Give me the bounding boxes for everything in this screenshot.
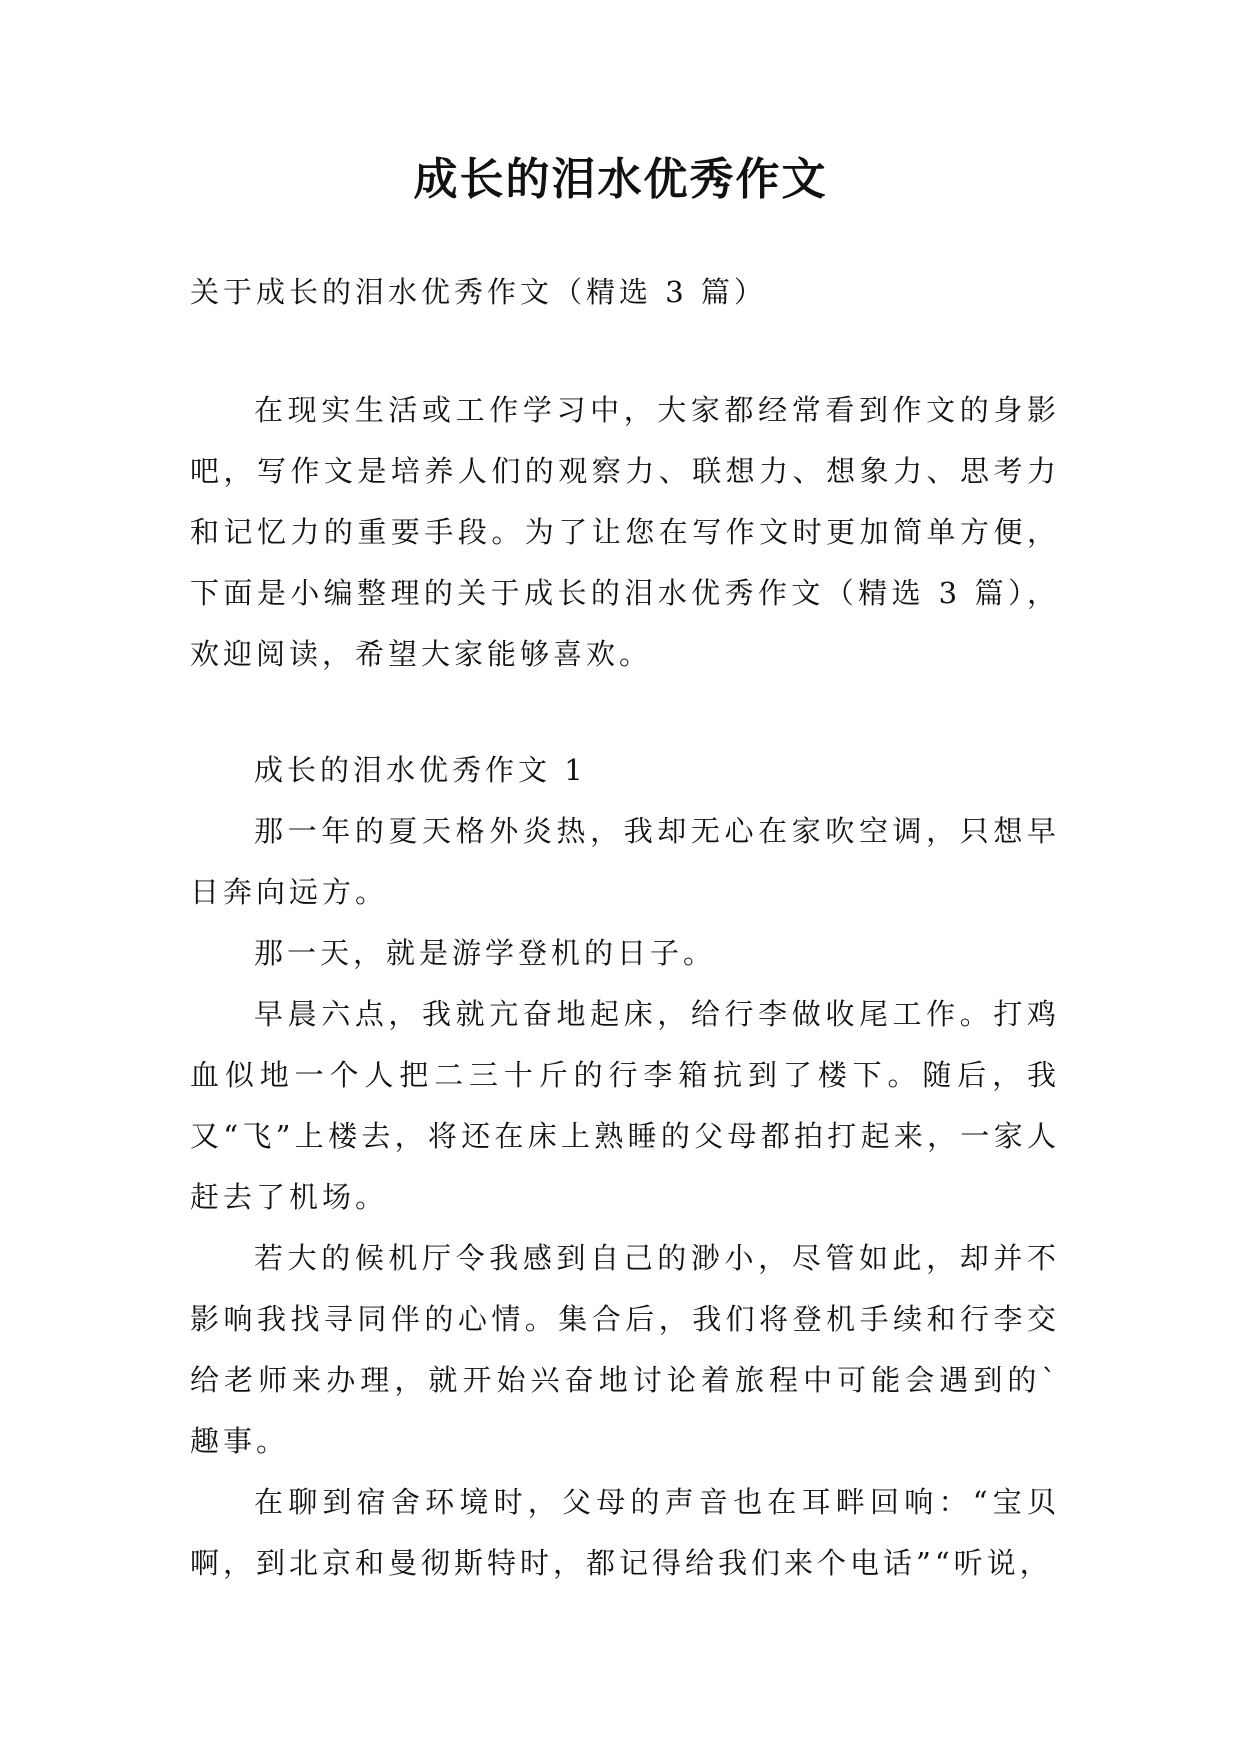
essay-paragraph: 那一天，就是游学登机的日子。 xyxy=(254,936,717,970)
document-title: 成长的泪水优秀作文 xyxy=(413,154,828,205)
essay-paragraph: 那一年的夏天格外炎热，我却无心在家吹空调，只想早日奔向远方。 xyxy=(190,814,1060,909)
document-body xyxy=(190,262,1060,1594)
essay-paragraph: 若大的候机厅令我感到自己的渺小，尽管如此，却并不影响我找寻同伴的心情。集合后，我们将登机手续和行李交给老师来办理，就开始兴奋地讨论着旅程中可能会遇到的`趣事。 xyxy=(190,1241,1060,1458)
document-subtitle: 关于成长的泪水优秀作文（精选 3 篇） xyxy=(190,275,767,309)
essay-paragraph: 在聊到宿舍环境时，父母的声音也在耳畔回响：“宝贝啊，到北京和曼彻斯特时，都记得给我们来个电话”“听说， xyxy=(190,1485,1060,1580)
essay-heading: 成长的泪水优秀作文 1 xyxy=(254,753,587,787)
intro-paragraph: 在现实生活或工作学习中，大家都经常看到作文的身影吧，写作文是培养人们的观察力、联想力、想象力、思考力和记忆力的重要手段。为了让您在写作文时更加简单方便，下面是小编整理的关于成长的泪水优秀作文（精选 3 篇），欢迎阅读，希望大家能够喜欢。 xyxy=(190,393,1060,671)
essay-paragraph: 早晨六点，我就亢奋地起床，给行李做收尾工作。打鸡血似地一个人把二三十斤的行李箱抗到了楼下。随后，我又“飞”上楼去，将还在床上熟睡的父母都拍打起来，一家人赶去了机场。 xyxy=(190,997,1060,1214)
